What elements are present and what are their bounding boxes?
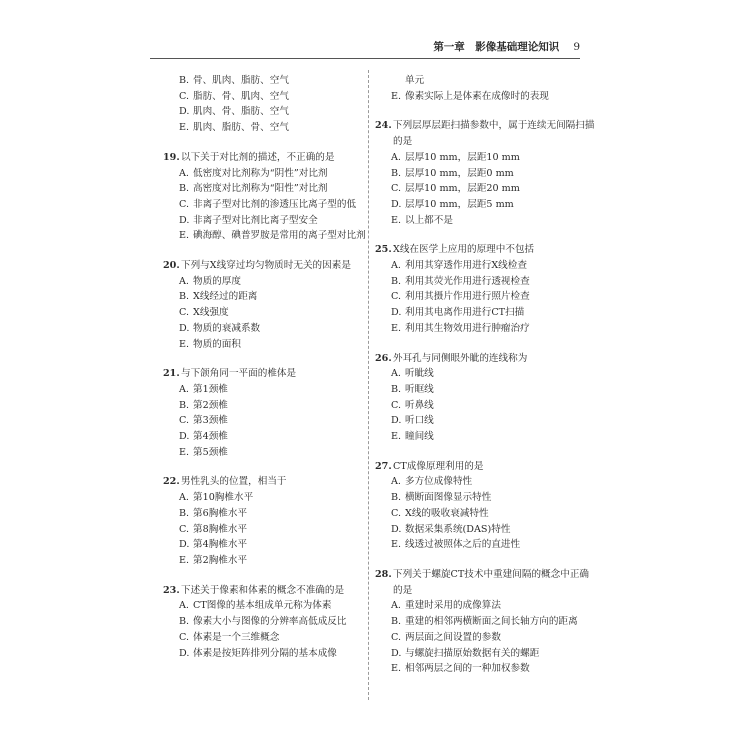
option-text: 肌肉、骨、脂肪、空气 <box>193 106 289 118</box>
option-letter: D. <box>179 539 190 551</box>
option-letter: E. <box>179 230 190 242</box>
option-text: X线的吸收衰减特性 <box>405 507 489 519</box>
answer-option <box>163 181 383 197</box>
option-text: 第2胸椎水平 <box>193 554 248 566</box>
option-text: 利用其摄片作用进行照片检查 <box>405 291 530 303</box>
question-number: 26. <box>375 352 392 364</box>
option-letter: C. <box>391 631 402 643</box>
option-text: 与螺旋扫描原始数据有关的螺距 <box>405 647 540 659</box>
question-stem <box>375 459 595 475</box>
answer-option <box>163 413 383 429</box>
option-text: 数据采集系统(DAS)特性 <box>405 523 511 535</box>
option-letter: E. <box>391 663 402 675</box>
answer-option <box>163 228 383 244</box>
question-text: 男性乳头的位置，相当于 <box>181 476 287 488</box>
answer-option <box>375 150 595 166</box>
question-text: 下述关于像素和体素的概念不准确的是 <box>181 584 345 596</box>
option-text: 非离子型对比剂比离子型安全 <box>193 214 318 226</box>
answer-option <box>375 413 595 429</box>
option-letter: C. <box>391 183 402 195</box>
question-text: 以下关于对比剂的描述，不正确的是 <box>181 151 335 163</box>
question-stem <box>163 150 383 166</box>
question-stem <box>163 583 383 599</box>
option-letter: C. <box>179 307 190 319</box>
option-text: 第4颈椎 <box>193 431 228 443</box>
option-letter: D. <box>179 647 190 659</box>
option-text: 第5颈椎 <box>193 446 228 458</box>
option-text: 听口线 <box>405 415 434 427</box>
option-letter: A. <box>179 167 189 179</box>
question-stem <box>375 118 595 149</box>
question-text: 下列与X线穿过均匀物质时无关的因素是 <box>181 260 351 272</box>
option-letter: E. <box>391 90 402 102</box>
answer-option <box>163 305 383 321</box>
option-text: 层厚10 mm，层距20 mm <box>405 183 520 195</box>
answer-option <box>375 181 595 197</box>
option-letter: D. <box>391 307 402 319</box>
answer-option <box>375 366 595 382</box>
option-text: 线透过被照体之后的直进性 <box>405 539 521 551</box>
option-text: 体素是按矩阵排列分隔的基本成像 <box>193 647 337 659</box>
option-letter: B. <box>179 616 190 628</box>
question <box>375 567 595 677</box>
option-text: 像素实际上是体素在成像时的表现 <box>405 90 549 102</box>
answer-option <box>375 166 595 182</box>
option-text: 物质的面积 <box>193 338 241 350</box>
option-text: 听鼻线 <box>405 399 434 411</box>
question <box>163 583 383 662</box>
answer-option <box>163 614 383 630</box>
option-text: 物质的衰减系数 <box>193 322 261 334</box>
option-text: 单元 <box>405 75 425 86</box>
option-letter: B. <box>391 492 402 504</box>
right-column <box>375 73 595 691</box>
question-number: 23. <box>163 584 180 596</box>
option-text: 像素大小与图像的分辨率高低成反比 <box>193 616 347 628</box>
option-letter: D. <box>179 214 190 226</box>
answer-option <box>375 646 595 662</box>
option-letter: D. <box>391 647 402 659</box>
answer-option <box>375 305 595 321</box>
question <box>163 474 383 568</box>
option-letter: B. <box>391 383 402 395</box>
question-text: CT成像原理利用的是 <box>393 460 484 472</box>
question-text: X线在医学上应用的原理中不包括 <box>393 244 535 256</box>
option-text: 高密度对比剂称为“阳性”对比剂 <box>193 183 328 195</box>
option-letter: E. <box>179 554 190 566</box>
option-letter: D. <box>179 106 190 118</box>
answer-option <box>163 598 383 614</box>
chapter-title: 第一章 影像基础理论知识 <box>433 41 560 53</box>
answer-option <box>375 382 595 398</box>
option-text: X线经过的距离 <box>193 291 258 303</box>
answer-option <box>375 197 595 213</box>
option-letter: C. <box>179 90 190 102</box>
option-text: 第1颈椎 <box>193 383 228 395</box>
question-stem <box>163 474 383 490</box>
option-text: 低密度对比剂称为“阴性”对比剂 <box>193 167 328 179</box>
answer-option <box>375 289 595 305</box>
option-letter: D. <box>179 322 190 334</box>
column-divider <box>368 70 369 700</box>
answer-option <box>163 429 383 445</box>
answer-option <box>375 398 595 414</box>
question-number: 22. <box>163 476 180 488</box>
question-stem <box>375 242 595 258</box>
option-letter: D. <box>391 415 402 427</box>
answer-option <box>375 598 595 614</box>
answer-option <box>163 646 383 662</box>
option-letter: A. <box>391 600 401 612</box>
option-text: 横断面图像显示特性 <box>405 492 492 504</box>
answer-option <box>163 490 383 506</box>
answer-option <box>375 506 595 522</box>
question-number: 25. <box>375 244 392 256</box>
answer-option <box>163 73 383 89</box>
page-number: 9 <box>573 41 580 53</box>
option-letter: C. <box>179 198 190 210</box>
option-text: 以上都不是 <box>405 214 453 226</box>
option-letter: A. <box>179 383 189 395</box>
option-text: 层厚10 mm，层距5 mm <box>405 198 514 210</box>
answer-option <box>163 630 383 646</box>
question-continuation <box>375 73 595 104</box>
answer-option <box>375 258 595 274</box>
question-text: 外耳孔与同侧眼外眦的连线称为 <box>393 352 528 364</box>
option-letter: E. <box>179 122 190 134</box>
option-letter: A. <box>391 260 401 272</box>
option-text: 听眦线 <box>405 368 434 380</box>
question <box>375 242 595 336</box>
question-stem <box>375 567 595 598</box>
option-letter: A. <box>179 600 189 612</box>
option-letter <box>391 73 405 89</box>
option-letter: A. <box>391 151 401 163</box>
option-letter: E. <box>179 338 190 350</box>
answer-option <box>375 321 595 337</box>
option-text: 利用其穿透作用进行X线检查 <box>405 260 527 272</box>
option-text: 相邻两层之间的一种加权参数 <box>405 663 530 675</box>
option-text: 物质的厚度 <box>193 275 241 287</box>
answer-option <box>163 506 383 522</box>
question-stem <box>163 366 383 382</box>
option-text: 非离子型对比剂的渗透压比离子型的低 <box>193 198 357 210</box>
option-text: 利用其电离作用进行CT扫描 <box>405 307 525 319</box>
answer-option <box>163 382 383 398</box>
answer-option <box>163 213 383 229</box>
answer-option <box>163 398 383 414</box>
option-letter: D. <box>391 198 402 210</box>
answer-option <box>163 104 383 120</box>
option-text: X线强度 <box>193 307 229 319</box>
question <box>163 258 383 352</box>
left-column <box>163 73 383 675</box>
option-text: 碘海醇、碘普罗胺是常用的离子型对比剂 <box>193 230 366 242</box>
answer-option <box>375 213 595 229</box>
option-letter: E. <box>391 431 402 443</box>
answer-option <box>163 321 383 337</box>
question-number: 20. <box>163 260 180 272</box>
question <box>163 366 383 460</box>
running-header <box>150 40 580 59</box>
question-number: 27. <box>375 460 392 472</box>
answer-option <box>375 537 595 553</box>
question-text: 下列层厚层距扫描参数中，属于连续无间隔扫描的是 <box>393 120 595 148</box>
answer-option <box>163 166 383 182</box>
option-letter: C. <box>179 523 190 535</box>
answer-option <box>163 522 383 538</box>
question <box>163 150 383 244</box>
answer-option <box>163 197 383 213</box>
option-letter: D. <box>179 431 190 443</box>
question-number: 21. <box>163 368 180 380</box>
option-text: 第10胸椎水平 <box>193 492 254 504</box>
option-text: 第4胸椎水平 <box>193 539 248 551</box>
question-stem <box>375 351 595 367</box>
option-text: 听眶线 <box>405 383 434 395</box>
option-letter: B. <box>179 183 190 195</box>
question-continuation <box>163 73 383 136</box>
option-letter: B. <box>179 507 190 519</box>
option-letter: C. <box>391 399 402 411</box>
option-letter: E. <box>391 214 402 226</box>
option-text: 多方位成像特性 <box>405 476 473 488</box>
question-number: 19. <box>163 151 180 163</box>
option-letter: B. <box>391 275 402 287</box>
option-text: 体素是一个三维概念 <box>193 631 280 643</box>
answer-option <box>375 661 595 677</box>
answer-option <box>375 429 595 445</box>
option-text: CT图像的基本组成单元称为体素 <box>193 600 332 612</box>
option-text: 两层面之间设置的参数 <box>405 631 501 643</box>
answer-option <box>163 120 383 136</box>
option-text: 肌肉、脂肪、骨、空气 <box>193 122 289 134</box>
option-text: 利用其生物效用进行肿瘤治疗 <box>405 322 530 334</box>
option-text: 重建时采用的成像算法 <box>405 600 501 612</box>
option-text: 第2颈椎 <box>193 399 228 411</box>
option-text: 利用其荧光作用进行透视检查 <box>405 275 530 287</box>
question-text: 下列关于螺旋CT技术中重建间隔的概念中正确的是 <box>393 568 590 596</box>
answer-option <box>375 73 595 89</box>
option-letter: C. <box>391 507 402 519</box>
option-letter: E. <box>179 446 190 458</box>
answer-option <box>375 522 595 538</box>
answer-option <box>163 89 383 105</box>
option-letter: A. <box>391 368 401 380</box>
option-letter: A. <box>179 275 189 287</box>
option-text: 第8胸椎水平 <box>193 523 248 535</box>
answer-option <box>375 474 595 490</box>
option-letter: E. <box>391 539 402 551</box>
answer-option <box>163 553 383 569</box>
question <box>375 118 595 228</box>
option-letter: A. <box>179 492 189 504</box>
question <box>375 351 595 445</box>
option-letter: A. <box>391 476 401 488</box>
option-letter: B. <box>391 167 402 179</box>
option-text: 第3颈椎 <box>193 415 228 427</box>
answer-option <box>163 337 383 353</box>
question-number: 28. <box>375 568 392 580</box>
question <box>375 459 595 553</box>
question-number: 24. <box>375 120 392 132</box>
option-text: 第6胸椎水平 <box>193 507 248 519</box>
answer-option <box>163 289 383 305</box>
option-text: 瞳间线 <box>405 431 434 443</box>
option-letter: B. <box>179 291 190 303</box>
answer-option <box>163 274 383 290</box>
option-letter: C. <box>391 291 402 303</box>
answer-option <box>375 630 595 646</box>
question-text: 与下颌角同一平面的椎体是 <box>181 368 297 380</box>
question-stem <box>163 258 383 274</box>
option-text: 层厚10 mm，层距0 mm <box>405 167 514 179</box>
option-text: 骨、肌肉、脂肪、空气 <box>193 75 289 86</box>
option-letter: D. <box>391 523 402 535</box>
option-text: 重建的相邻两横断面之间长轴方向的距离 <box>405 616 578 628</box>
answer-option <box>375 89 595 105</box>
option-letter: C. <box>179 415 190 427</box>
option-letter: E. <box>391 322 402 334</box>
option-letter: B. <box>179 399 190 411</box>
answer-option <box>375 490 595 506</box>
answer-option <box>375 274 595 290</box>
option-letter: C. <box>179 631 190 643</box>
option-letter: B. <box>179 75 190 86</box>
option-letter: B. <box>391 616 402 628</box>
option-text: 层厚10 mm，层距10 mm <box>405 151 520 163</box>
answer-option <box>163 537 383 553</box>
answer-option <box>375 614 595 630</box>
option-text: 脂肪、骨、肌肉、空气 <box>193 90 289 102</box>
answer-option <box>163 445 383 461</box>
